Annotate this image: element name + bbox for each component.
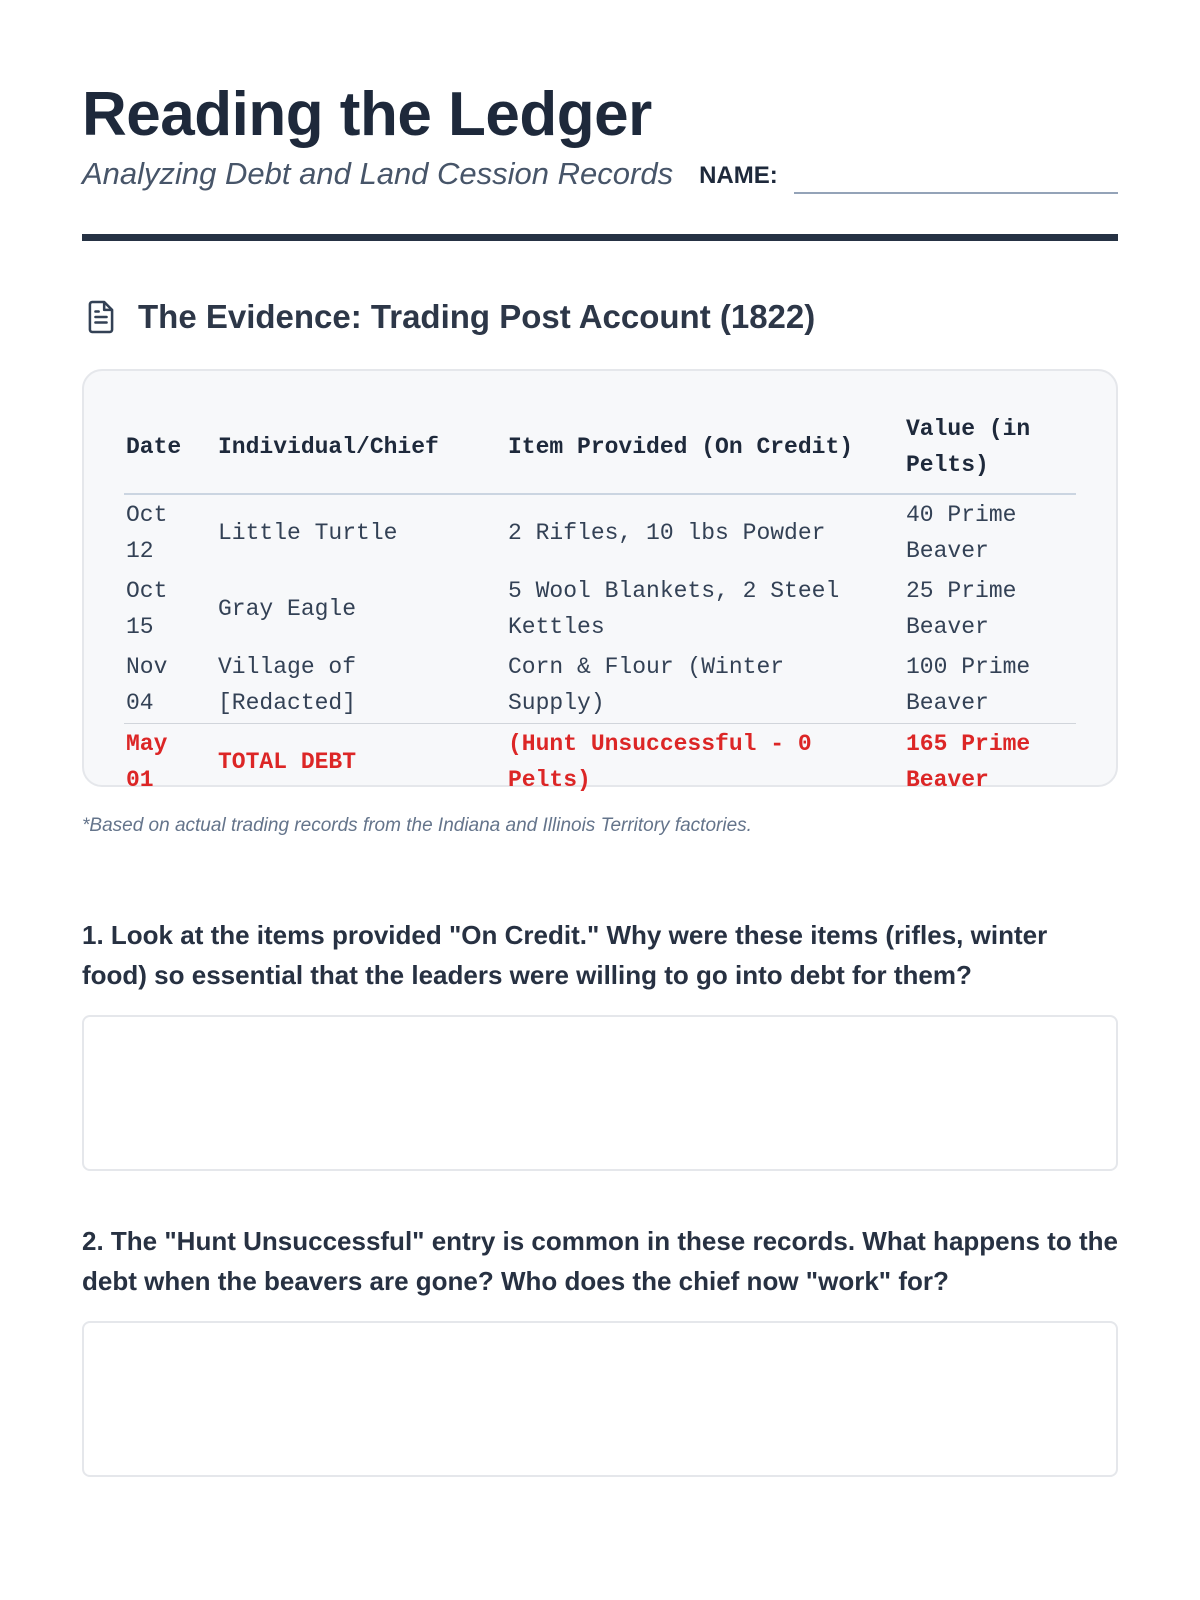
name-label: NAME: [699,162,778,189]
source-footnote: *Based on actual trading records from the Indiana and Illinois Territory factories. [82,815,752,836]
ledger-table [124,411,1076,800]
total-item: (Hunt Unsuccessful - 0 Pelts) [506,724,904,801]
cell-date: Oct 15 [126,578,168,640]
table-row [124,571,1076,647]
question-2: 2. The "Hunt Unsuccessful" entry is common in these records. What happens to the debt when the beavers are gone? Who does the chief now "work" for? [82,1226,1118,1296]
cell-date: Nov 04 [126,654,168,716]
cell-value: 100 Prime Beaver [906,654,1031,716]
document-icon [82,297,120,337]
name-field[interactable] [794,156,1118,194]
column-header-item: Item Provided (On Credit) [506,411,904,494]
total-row [124,724,1076,801]
cell-individual: Little Turtle [218,520,398,546]
cell-individual: Village of [Redacted] [218,654,357,716]
cell-value: 25 Prime Beaver [906,578,1017,640]
answer-box-1[interactable] [82,1015,1118,1171]
page-subtitle: Analyzing Debt and Land Cession Records [82,156,674,191]
column-header-value: Value (in Pelts) [904,411,1076,494]
page-title: Reading the Ledger [82,80,652,149]
column-header-individual: Individual/Chief [216,411,506,494]
column-header-date: Date [124,411,216,494]
table-row [124,494,1076,571]
cell-value: 40 Prime Beaver [906,502,1017,564]
evidence-heading [82,297,1118,337]
total-value: 165 Prime Beaver [904,724,1076,801]
question-1: 1. Look at the items provided "On Credit." Why were these items (rifles, winter food) so essential that the leaders were willing to go into debt for them? [82,920,1048,990]
header-divider [82,234,1118,241]
cell-item: 2 Rifles, 10 lbs Powder [508,520,826,546]
ledger-panel [82,369,1118,793]
answer-box-2[interactable] [82,1321,1118,1477]
evidence-title: The Evidence: Trading Post Account (1822) [138,298,816,335]
subtitle-row [82,154,1118,194]
table-row [124,647,1076,724]
cell-item: 5 Wool Blankets, 2 Steel Kettles [508,578,840,640]
cell-individual: Gray Eagle [218,596,357,622]
total-date: May 01 [124,724,216,801]
cell-date: Oct 12 [126,502,168,564]
ledger-header-row [124,411,1076,494]
cell-item: Corn & Flour (Winter Supply) [508,654,785,716]
total-label: TOTAL DEBT [216,724,506,801]
